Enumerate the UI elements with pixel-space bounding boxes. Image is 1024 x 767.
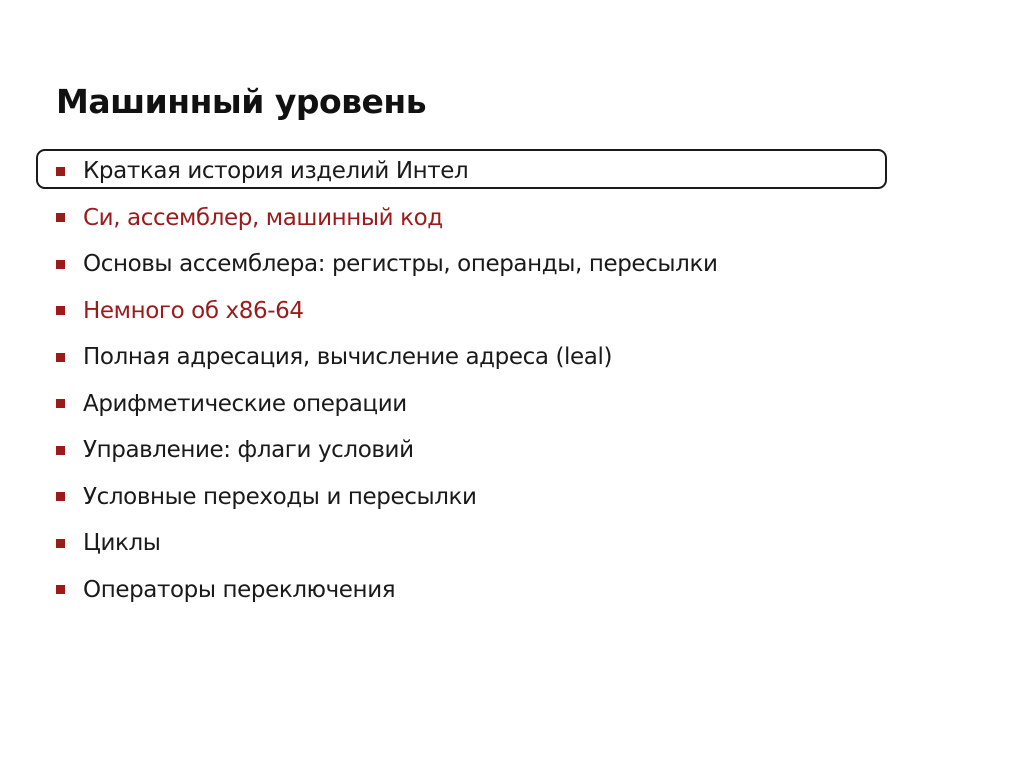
list-item [56,474,718,521]
square-bullet-icon [56,353,65,362]
list-item [56,567,718,614]
square-bullet-icon [56,260,65,269]
list-item [56,241,718,288]
square-bullet-icon [56,399,65,408]
highlighted-list-item [56,148,718,195]
list-item-text: Си, ассемблер, машинный код [83,204,443,231]
list-item-text: Основы ассемблера: регистры, операнды, пересылки [83,251,718,278]
bullet-list [56,148,718,613]
list-item-text: Полная адресация, вычисление адреса (leal) [83,344,613,371]
list-item-text: Условные переходы и пересылки [83,483,477,510]
list-item [56,195,718,242]
square-bullet-icon [56,539,65,548]
square-bullet-icon [56,492,65,501]
slide-title: Машинный уровень [56,82,427,121]
square-bullet-icon [56,213,65,222]
list-item [56,381,718,428]
square-bullet-icon [56,306,65,315]
list-item-text: Управление: флаги условий [83,437,414,464]
list-item-text: Немного об x86-64 [83,297,304,324]
list-item [56,427,718,474]
list-item [56,520,718,567]
square-bullet-icon [56,167,65,176]
list-item-text: Операторы переключения [83,576,396,603]
list-item-text: Арифметические операции [83,390,407,417]
list-item [56,288,718,335]
square-bullet-icon [56,446,65,455]
list-item [56,334,718,381]
square-bullet-icon [56,585,65,594]
list-item-text: Краткая история изделий Интел [83,158,469,185]
list-item-text: Циклы [83,530,161,557]
